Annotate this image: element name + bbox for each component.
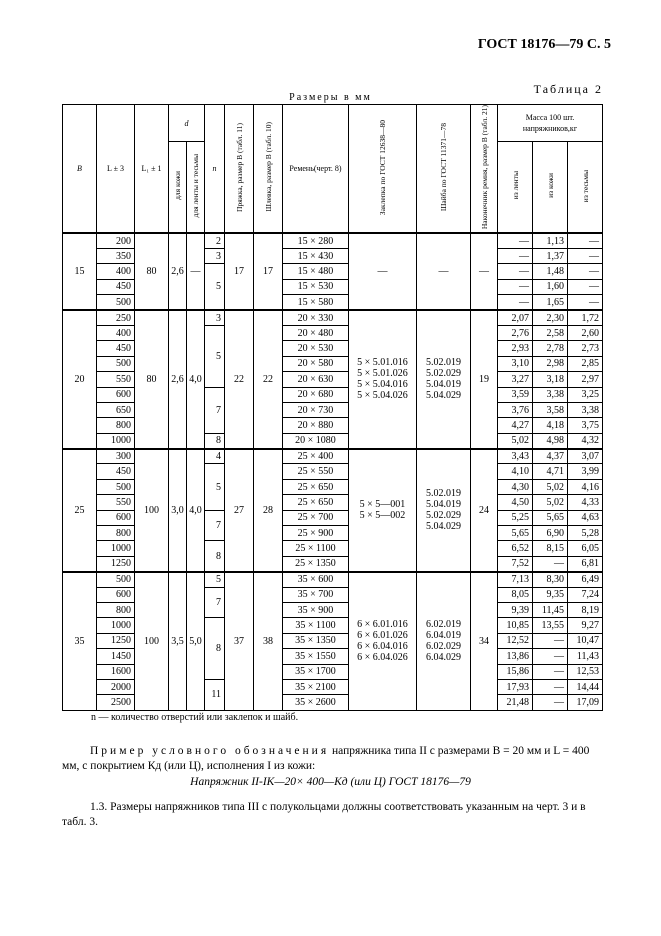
- cell-mass-tape: 5,25: [498, 510, 533, 525]
- col-header-b: B: [63, 105, 97, 234]
- cell-tip: 19: [471, 310, 498, 449]
- cell-mass-webbing: 1,72: [568, 310, 603, 325]
- cell-mass-tape: 5,65: [498, 526, 533, 541]
- cell-mass-webbing: —: [568, 295, 603, 310]
- cell-strap: 25 × 650: [283, 479, 349, 494]
- cell-mass-tape: 3,59: [498, 387, 533, 402]
- cell-mass-tape: 3,43: [498, 449, 533, 464]
- cell-rivet: [349, 572, 417, 711]
- cell-mass-tape: 3,76: [498, 402, 533, 417]
- cell-n: 8: [205, 618, 225, 680]
- cell-mass-webbing: 8,19: [568, 602, 603, 617]
- cell-mass-tape: 4,30: [498, 479, 533, 494]
- cell-l: 300: [97, 449, 135, 464]
- cell-strap: 35 × 2600: [283, 695, 349, 710]
- cell-n: 3: [205, 310, 225, 325]
- cell-mass-leather: 6,90: [533, 526, 568, 541]
- cell-strap: 20 × 880: [283, 418, 349, 433]
- cell-d-leather: 3,5: [169, 572, 187, 711]
- cell-b: 15: [63, 233, 97, 310]
- cell-mass-tape: 21,48: [498, 695, 533, 710]
- rivet-code: 5 × 5.04.026: [357, 390, 408, 402]
- cell-mass-leather: 4,18: [533, 418, 568, 433]
- cell-mass-leather: 5,02: [533, 479, 568, 494]
- col-header-mass-webbing: из тесьмы: [580, 169, 590, 202]
- cell-n: 4: [205, 449, 225, 464]
- cell-mass-leather: 2,58: [533, 325, 568, 340]
- col-header-tip: Наконечник ремня, размер B (табл. 21): [479, 105, 489, 230]
- cell-mass-leather: 9,35: [533, 587, 568, 602]
- cell-l: 500: [97, 479, 135, 494]
- cell-mass-leather: —: [533, 633, 568, 648]
- cell-l: 500: [97, 356, 135, 371]
- cell-mass-tape: 2,07: [498, 310, 533, 325]
- cell-strap: 15 × 280: [283, 233, 349, 248]
- cell-washer: [417, 233, 471, 310]
- cell-l: 1000: [97, 618, 135, 633]
- cell-mass-tape: 7,52: [498, 556, 533, 571]
- cell-l: 800: [97, 418, 135, 433]
- cell-mass-leather: 5,65: [533, 510, 568, 525]
- cell-mass-leather: —: [533, 664, 568, 679]
- cell-mass-tape: 4,10: [498, 464, 533, 479]
- table-row: [63, 310, 603, 325]
- cell-mass-webbing: 4,63: [568, 510, 603, 525]
- cell-d-tape: 4,0: [187, 449, 205, 572]
- col-header-buckle: Пряжка, размер B (табл. 11): [234, 122, 244, 212]
- cell-l: 2000: [97, 679, 135, 694]
- table-row: [63, 449, 603, 464]
- col-header-strap: Ремень(черт. 8): [283, 105, 349, 234]
- cell-mass-tape: —: [498, 295, 533, 310]
- cell-l: 450: [97, 279, 135, 294]
- table-body: [63, 233, 603, 710]
- cell-buckle: 17: [225, 233, 254, 310]
- washer-code: 6.04.019: [426, 630, 461, 642]
- cell-mass-leather: 4,98: [533, 433, 568, 448]
- table-row: [63, 233, 603, 248]
- cell-strap: 25 × 550: [283, 464, 349, 479]
- cell-mass-webbing: 2,97: [568, 372, 603, 387]
- col-header-mass-tape: из ленты: [510, 171, 520, 200]
- cell-strap: 35 × 1550: [283, 649, 349, 664]
- washer-code: 6.02.029: [426, 641, 461, 653]
- cell-mass-webbing: 12,53: [568, 664, 603, 679]
- cell-mass-webbing: —: [568, 249, 603, 264]
- washer-code: 6.04.029: [426, 652, 461, 664]
- table-label: Таблица 2: [533, 82, 603, 96]
- cell-mass-webbing: 3,75: [568, 418, 603, 433]
- cell-n: 2: [205, 233, 225, 248]
- footnote: n — количество отверстий или заклепок и шайб.: [91, 712, 299, 723]
- washer-code: 5.02.019: [426, 357, 461, 369]
- cell-n: 5: [205, 264, 225, 310]
- cell-mass-tape: 9,39: [498, 602, 533, 617]
- cell-strap: 20 × 1080: [283, 433, 349, 448]
- cell-strap: 35 × 600: [283, 572, 349, 587]
- col-header-slider: Шлевка, размер B (табл. 10): [263, 122, 273, 212]
- cell-l: 1250: [97, 556, 135, 571]
- example-text: напряжника типа II с размерами B = 20 мм и L = 400 мм, с покрытием Кд (или Ц), исполнения I из кожи:: [62, 745, 590, 772]
- col-header-d-leather: для кожи: [173, 171, 182, 201]
- cell-strap: 25 × 650: [283, 495, 349, 510]
- washer-code: 5.04.019: [426, 499, 461, 511]
- cell-mass-tape: —: [498, 249, 533, 264]
- cell-mass-leather: —: [533, 556, 568, 571]
- cell-washer: [417, 572, 471, 711]
- cell-strap: 25 × 700: [283, 510, 349, 525]
- cell-slider: 28: [254, 449, 283, 572]
- cell-mass-webbing: 6,05: [568, 541, 603, 556]
- cell-slider: 38: [254, 572, 283, 711]
- cell-l: 500: [97, 572, 135, 587]
- rivet-code: 6 × 6.01.026: [357, 630, 408, 642]
- cell-mass-leather: 2,78: [533, 341, 568, 356]
- col-header-l: L ± 3: [97, 105, 135, 234]
- washer-code: 6.02.019: [426, 619, 461, 631]
- col-header-l1: L₁ ± 1: [135, 105, 169, 234]
- cell-mass-tape: 10,85: [498, 618, 533, 633]
- cell-strap: 25 × 900: [283, 526, 349, 541]
- cell-mass-leather: 4,37: [533, 449, 568, 464]
- cell-buckle: 22: [225, 310, 254, 449]
- rivet-code: 6 × 6.04.026: [357, 652, 408, 664]
- cell-mass-webbing: 14,44: [568, 679, 603, 694]
- col-header-d-tape: для ленты и тесьмы: [191, 153, 200, 218]
- cell-strap: 15 × 530: [283, 279, 349, 294]
- cell-mass-webbing: 3,99: [568, 464, 603, 479]
- cell-mass-leather: 3,38: [533, 387, 568, 402]
- washer-code: 5.04.029: [426, 390, 461, 402]
- cell-mass-webbing: 4,33: [568, 495, 603, 510]
- cell-d-tape: 4,0: [187, 310, 205, 449]
- cell-l: 1250: [97, 633, 135, 648]
- washer-code: 5.02.019: [426, 488, 461, 500]
- cell-mass-webbing: 2,73: [568, 341, 603, 356]
- cell-l: 1600: [97, 664, 135, 679]
- sizes-label: Размеры в мм: [289, 92, 372, 103]
- cell-l1: 80: [135, 233, 169, 310]
- cell-mass-tape: 4,27: [498, 418, 533, 433]
- rivet-code: 5 × 5—002: [359, 510, 406, 522]
- col-header-mass-leather: из кожи: [545, 173, 555, 199]
- cell-mass-webbing: 4,32: [568, 433, 603, 448]
- cell-l: 1450: [97, 649, 135, 664]
- cell-l: 550: [97, 372, 135, 387]
- cell-n: 11: [205, 679, 225, 710]
- cell-mass-webbing: —: [568, 279, 603, 294]
- cell-strap: 35 × 2100: [283, 679, 349, 694]
- cell-mass-leather: 8,15: [533, 541, 568, 556]
- col-header-rivet: Заклепка по ГОСТ 12638—80: [378, 119, 387, 215]
- cell-mass-tape: 17,93: [498, 679, 533, 694]
- cell-mass-leather: 2,30: [533, 310, 568, 325]
- cell-strap: 15 × 480: [283, 264, 349, 279]
- cell-b: 20: [63, 310, 97, 449]
- cell-n: 7: [205, 587, 225, 618]
- cell-n: 5: [205, 464, 225, 510]
- cell-mass-tape: 4,50: [498, 495, 533, 510]
- cell-mass-webbing: 9,27: [568, 618, 603, 633]
- cell-mass-webbing: 6,49: [568, 572, 603, 587]
- example-lead: Пример условного обозначения: [90, 745, 330, 757]
- cell-n: 3: [205, 249, 225, 264]
- cell-mass-webbing: 17,09: [568, 695, 603, 710]
- cell-strap: 15 × 580: [283, 295, 349, 310]
- cell-mass-webbing: —: [568, 264, 603, 279]
- rivet-code: —: [377, 266, 388, 278]
- cell-l1: 100: [135, 449, 169, 572]
- cell-n: 5: [205, 325, 225, 387]
- cell-strap: 20 × 630: [283, 372, 349, 387]
- cell-mass-tape: 12,52: [498, 633, 533, 648]
- cell-mass-tape: —: [498, 264, 533, 279]
- cell-b: 25: [63, 449, 97, 572]
- cell-mass-leather: 1,60: [533, 279, 568, 294]
- cell-mass-leather: 1,65: [533, 295, 568, 310]
- cell-rivet: [349, 449, 417, 572]
- cell-d-leather: 3,0: [169, 449, 187, 572]
- cell-mass-leather: 2,98: [533, 356, 568, 371]
- cell-slider: 22: [254, 310, 283, 449]
- cell-l: 600: [97, 510, 135, 525]
- cell-buckle: 27: [225, 449, 254, 572]
- cell-d-leather: 2,6: [169, 233, 187, 310]
- cell-mass-tape: 15,86: [498, 664, 533, 679]
- cell-strap: 20 × 680: [283, 387, 349, 402]
- cell-rivet: [349, 310, 417, 449]
- cell-tip: 24: [471, 449, 498, 572]
- example-paragraph: [62, 744, 602, 774]
- cell-n: 8: [205, 541, 225, 572]
- col-header-n: n: [205, 105, 225, 234]
- cell-strap: 35 × 900: [283, 602, 349, 617]
- col-header-mass: Масса 100 шт. напряжников,кг: [498, 105, 603, 142]
- cell-slider: 17: [254, 233, 283, 310]
- cell-mass-leather: 4,71: [533, 464, 568, 479]
- rivet-code: 5 × 5.04.016: [357, 379, 408, 391]
- cell-mass-tape: 2,93: [498, 341, 533, 356]
- cell-mass-webbing: 4,16: [568, 479, 603, 494]
- cell-mass-tape: 13,86: [498, 649, 533, 664]
- cell-mass-leather: 1,13: [533, 233, 568, 248]
- designation-formula: Напряжник II-IK—20× 400—Кд (или Ц) ГОСТ 18176—79: [190, 776, 471, 788]
- cell-rivet: [349, 233, 417, 310]
- table-row: [63, 572, 603, 587]
- cell-strap: 35 × 1100: [283, 618, 349, 633]
- cell-l: 2500: [97, 695, 135, 710]
- cell-l: 800: [97, 602, 135, 617]
- cell-l: 1000: [97, 541, 135, 556]
- washer-code: 5.02.029: [426, 368, 461, 380]
- cell-l: 450: [97, 341, 135, 356]
- cell-mass-tape: 2,76: [498, 325, 533, 340]
- cell-strap: 20 × 580: [283, 356, 349, 371]
- cell-strap: 25 × 1100: [283, 541, 349, 556]
- cell-mass-webbing: 3,38: [568, 402, 603, 417]
- cell-strap: 20 × 330: [283, 310, 349, 325]
- cell-mass-webbing: 11,43: [568, 649, 603, 664]
- cell-mass-webbing: 7,24: [568, 587, 603, 602]
- cell-l: 650: [97, 402, 135, 417]
- cell-l: 400: [97, 325, 135, 340]
- rivet-code: 5 × 5.01.016: [357, 357, 408, 369]
- cell-l: 600: [97, 587, 135, 602]
- cell-mass-webbing: 2,60: [568, 325, 603, 340]
- cell-mass-leather: 1,48: [533, 264, 568, 279]
- cell-mass-tape: 6,52: [498, 541, 533, 556]
- cell-n: 7: [205, 387, 225, 433]
- cell-mass-webbing: —: [568, 233, 603, 248]
- cell-l1: 80: [135, 310, 169, 449]
- washer-code: —: [438, 266, 449, 278]
- cell-strap: 20 × 730: [283, 402, 349, 417]
- cell-n: 8: [205, 433, 225, 448]
- col-header-washer: Шайба по ГОСТ 11371—78: [439, 122, 448, 212]
- cell-mass-leather: —: [533, 649, 568, 664]
- col-header-d: d: [169, 105, 205, 142]
- cell-strap: 35 × 700: [283, 587, 349, 602]
- cell-d-tape: —: [187, 233, 205, 310]
- cell-l: 550: [97, 495, 135, 510]
- cell-mass-webbing: 3,07: [568, 449, 603, 464]
- cell-mass-leather: —: [533, 679, 568, 694]
- cell-strap: 35 × 1350: [283, 633, 349, 648]
- cell-l: 500: [97, 295, 135, 310]
- cell-mass-webbing: 5,28: [568, 526, 603, 541]
- cell-mass-tape: —: [498, 233, 533, 248]
- cell-strap: 20 × 480: [283, 325, 349, 340]
- cell-tip: 34: [471, 572, 498, 711]
- cell-mass-leather: 3,18: [533, 372, 568, 387]
- cell-washer: [417, 310, 471, 449]
- cell-d-leather: 2,6: [169, 310, 187, 449]
- cell-l: 200: [97, 233, 135, 248]
- cell-mass-leather: 1,37: [533, 249, 568, 264]
- cell-mass-tape: 7,13: [498, 572, 533, 587]
- cell-buckle: 37: [225, 572, 254, 711]
- cell-l: 1000: [97, 433, 135, 448]
- cell-d-tape: 5,0: [187, 572, 205, 711]
- cell-tip: —: [471, 233, 498, 310]
- cell-mass-leather: 3,58: [533, 402, 568, 417]
- washer-code: 5.04.019: [426, 379, 461, 391]
- cell-strap: 25 × 400: [283, 449, 349, 464]
- cell-mass-leather: 5,02: [533, 495, 568, 510]
- cell-n: 7: [205, 510, 225, 541]
- cell-strap: 15 × 430: [283, 249, 349, 264]
- cell-b: 35: [63, 572, 97, 711]
- cell-mass-leather: 13,55: [533, 618, 568, 633]
- cell-mass-tape: 8,05: [498, 587, 533, 602]
- cell-l: 350: [97, 249, 135, 264]
- cell-l: 400: [97, 264, 135, 279]
- rivet-code: 5 × 5.01.026: [357, 368, 408, 380]
- cell-mass-webbing: 10,47: [568, 633, 603, 648]
- cell-strap: 20 × 530: [283, 341, 349, 356]
- washer-code: 5.02.029: [426, 510, 461, 522]
- cell-mass-tape: 3,27: [498, 372, 533, 387]
- cell-strap: 25 × 1350: [283, 556, 349, 571]
- cell-l: 250: [97, 310, 135, 325]
- cell-mass-webbing: 2,85: [568, 356, 603, 371]
- cell-mass-tape: 5,02: [498, 433, 533, 448]
- cell-l1: 100: [135, 572, 169, 711]
- dimensions-table: [62, 104, 603, 711]
- cell-l: 450: [97, 464, 135, 479]
- rivet-code: 5 × 5—001: [359, 499, 406, 511]
- cell-mass-webbing: 3,25: [568, 387, 603, 402]
- cell-mass-tape: —: [498, 279, 533, 294]
- cell-mass-leather: 11,45: [533, 602, 568, 617]
- cell-mass-webbing: 6,81: [568, 556, 603, 571]
- cell-washer: [417, 449, 471, 572]
- rivet-code: 6 × 6.04.016: [357, 641, 408, 653]
- cell-n: 5: [205, 572, 225, 587]
- paragraph-1-3: 1.3. Размеры напряжников типа III с полукольцами должны соответствовать указанным на черт. 3 и в табл. 3.: [62, 801, 586, 828]
- washer-code: 5.04.029: [426, 521, 461, 533]
- cell-l: 800: [97, 526, 135, 541]
- cell-l: 600: [97, 387, 135, 402]
- rivet-code: 6 × 6.01.016: [357, 619, 408, 631]
- page-header: ГОСТ 18176—79 С. 5: [477, 37, 611, 52]
- cell-mass-leather: 8,30: [533, 572, 568, 587]
- cell-mass-tape: 3,10: [498, 356, 533, 371]
- cell-strap: 35 × 1700: [283, 664, 349, 679]
- cell-mass-leather: —: [533, 695, 568, 710]
